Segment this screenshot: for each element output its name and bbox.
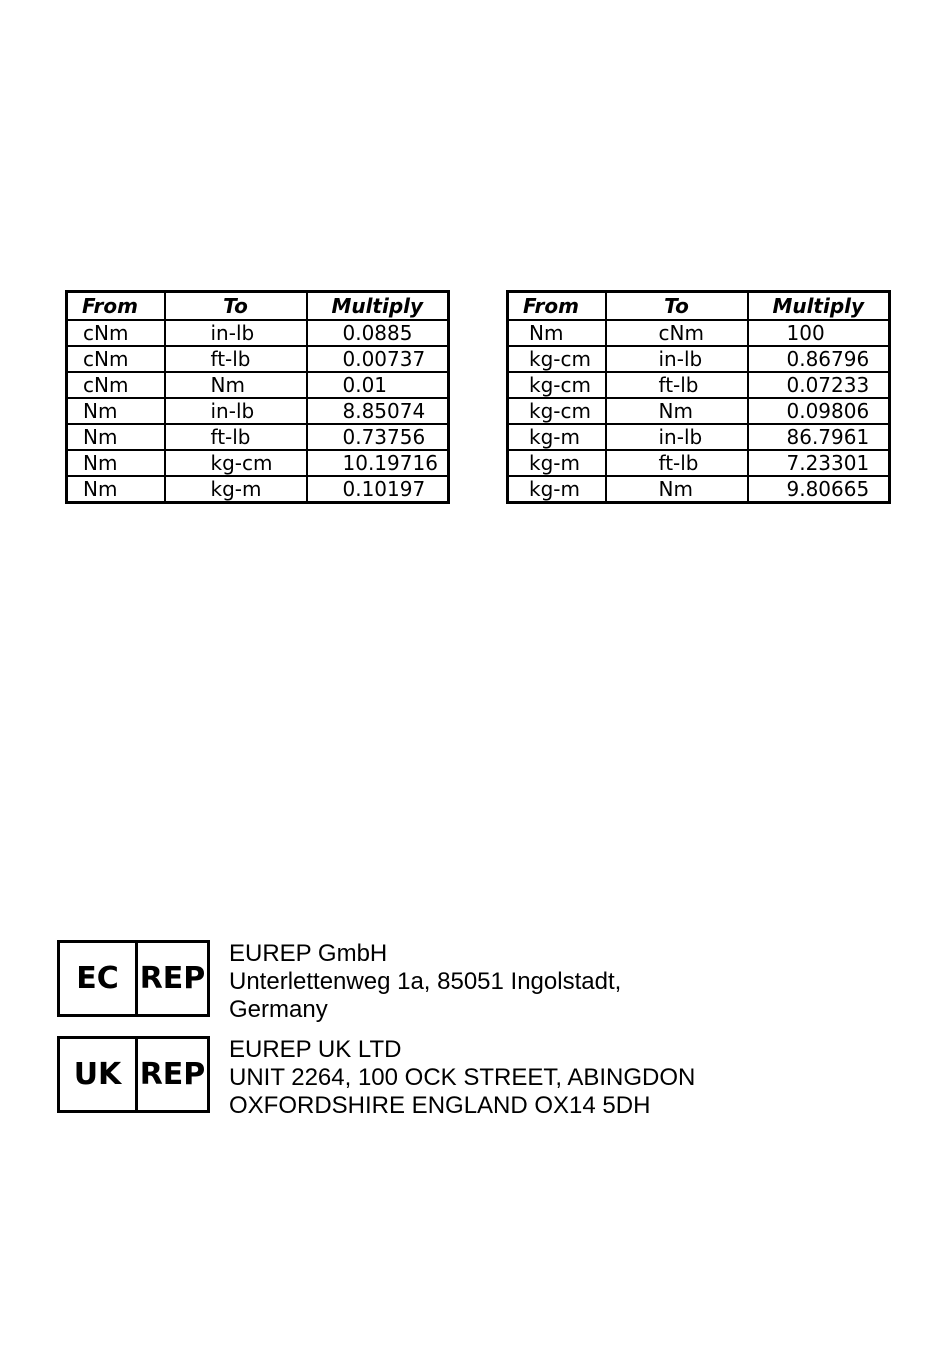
cell-to: in-lb	[606, 424, 748, 450]
cell-to: in-lb	[165, 320, 307, 346]
cell-from: kg-m	[508, 424, 606, 450]
cell-from: kg-cm	[508, 346, 606, 372]
table-row	[508, 346, 890, 372]
cell-to: Nm	[165, 372, 307, 398]
table-row	[67, 320, 449, 346]
ec-rep-address	[229, 940, 621, 1024]
table-row	[67, 424, 449, 450]
uk-rep-company: EUREP UK LTD	[229, 1036, 402, 1063]
cell-to: kg-cm	[165, 450, 307, 476]
conversion-table-left	[65, 290, 450, 504]
cell-from: cNm	[67, 320, 165, 346]
cell-to: Nm	[606, 398, 748, 424]
cell-multiply: 7.23301	[748, 450, 890, 476]
cell-from: Nm	[67, 398, 165, 424]
ec-rep-company: EUREP GmbH	[229, 940, 388, 967]
table-row	[67, 398, 449, 424]
uk-rep-address	[229, 1036, 695, 1120]
table-row	[508, 424, 890, 450]
table-row	[508, 320, 890, 346]
table-header-row	[508, 292, 890, 321]
cell-to: ft-lb	[606, 450, 748, 476]
uk-rep-street: UNIT 2264, 100 OCK STREET, ABINGDON	[229, 1064, 696, 1091]
cell-to: ft-lb	[165, 424, 307, 450]
cell-multiply: 0.00737	[307, 346, 449, 372]
header-to: To	[165, 292, 307, 321]
table-row	[508, 476, 890, 503]
cell-from: Nm	[67, 476, 165, 503]
header-to: To	[606, 292, 748, 321]
cell-from: kg-cm	[508, 398, 606, 424]
cell-multiply: 9.80665	[748, 476, 890, 503]
cell-to: ft-lb	[165, 346, 307, 372]
table-row	[67, 346, 449, 372]
cell-to: Nm	[606, 476, 748, 503]
ec-rep-symbol	[57, 940, 210, 1017]
ec-rep-symbol-left: EC	[60, 943, 138, 1014]
header-multiply: Multiply	[748, 292, 890, 321]
cell-multiply: 10.19716	[307, 450, 449, 476]
cell-from: Nm	[67, 424, 165, 450]
header-from: From	[508, 292, 606, 321]
cell-from: kg-m	[508, 476, 606, 503]
table-row	[508, 450, 890, 476]
ec-rep-symbol-right: REP	[139, 961, 206, 996]
cell-multiply: 0.07233	[748, 372, 890, 398]
table-row	[67, 372, 449, 398]
cell-multiply: 0.73756	[307, 424, 449, 450]
uk-rep-region: OXFORDSHIRE ENGLAND OX14 5DH	[229, 1092, 651, 1119]
cell-to: in-lb	[606, 346, 748, 372]
header-multiply: Multiply	[307, 292, 449, 321]
cell-from: Nm	[508, 320, 606, 346]
cell-to: in-lb	[165, 398, 307, 424]
cell-multiply: 0.86796	[748, 346, 890, 372]
table-row	[67, 476, 449, 503]
header-from: From	[67, 292, 165, 321]
table-row	[508, 372, 890, 398]
cell-multiply: 100	[748, 320, 890, 346]
cell-from: cNm	[67, 346, 165, 372]
table-row	[508, 398, 890, 424]
cell-multiply: 8.85074	[307, 398, 449, 424]
conversion-table-right	[506, 290, 891, 504]
cell-from: kg-m	[508, 450, 606, 476]
uk-rep-symbol-left: UK	[60, 1039, 138, 1110]
cell-from: Nm	[67, 450, 165, 476]
cell-to: kg-m	[165, 476, 307, 503]
cell-multiply: 86.7961	[748, 424, 890, 450]
cell-from: cNm	[67, 372, 165, 398]
cell-multiply: 0.0885	[307, 320, 449, 346]
cell-multiply: 0.10197	[307, 476, 449, 503]
uk-rep-symbol-right: REP	[139, 1057, 206, 1092]
ec-rep-country: Germany	[229, 996, 328, 1023]
cell-from: kg-cm	[508, 372, 606, 398]
cell-to: cNm	[606, 320, 748, 346]
table-row	[67, 450, 449, 476]
table-header-row	[67, 292, 449, 321]
cell-multiply: 0.01	[307, 372, 449, 398]
uk-rep-symbol	[57, 1036, 210, 1113]
cell-to: ft-lb	[606, 372, 748, 398]
cell-multiply: 0.09806	[748, 398, 890, 424]
ec-rep-street: Unterlettenweg 1a, 85051 Ingolstadt,	[229, 968, 622, 995]
